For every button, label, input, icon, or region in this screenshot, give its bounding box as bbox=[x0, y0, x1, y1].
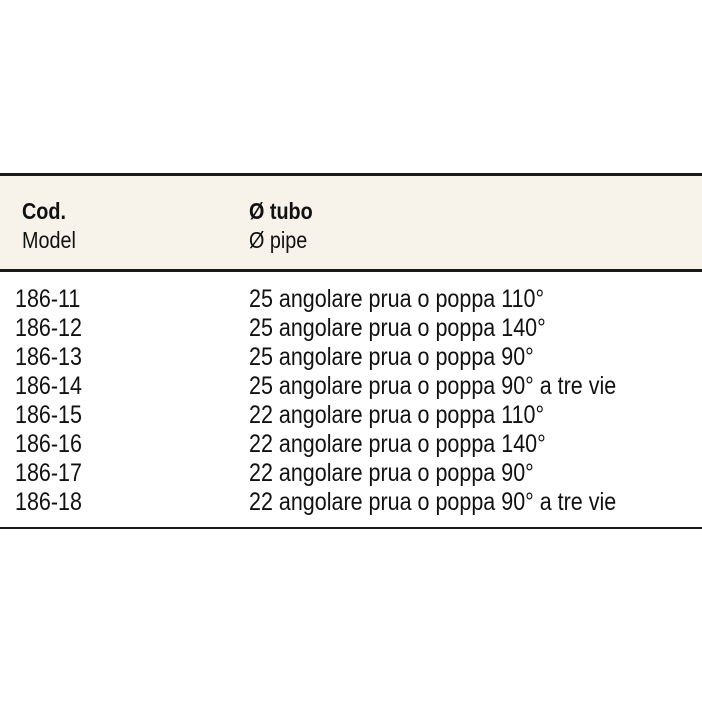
row-description: 25 angolare prua o poppa 110° bbox=[249, 285, 545, 313]
table-row bbox=[0, 285, 702, 314]
code-column-subtitle: Model bbox=[22, 227, 76, 253]
row-description: 25 angolare prua o poppa 140° bbox=[249, 314, 546, 342]
table-body bbox=[0, 272, 702, 527]
row-code: 186-17 bbox=[15, 459, 82, 487]
table-row bbox=[0, 372, 702, 401]
row-code: 186-12 bbox=[15, 314, 82, 342]
row-description: 25 angolare prua o poppa 90° a tre vie bbox=[249, 372, 617, 400]
table-row bbox=[0, 488, 702, 517]
pipe-column-subtitle: Ø pipe bbox=[249, 227, 308, 253]
row-description: 22 angolare prua o poppa 110° bbox=[249, 401, 545, 429]
row-description: 22 angolare prua o poppa 90° bbox=[249, 459, 534, 487]
row-description: 22 angolare prua o poppa 90° a tre vie bbox=[249, 488, 617, 516]
row-code: 186-18 bbox=[15, 488, 82, 516]
row-code: 186-14 bbox=[15, 372, 82, 400]
table-bottom-rule bbox=[0, 527, 702, 529]
row-code: 186-11 bbox=[15, 285, 81, 313]
code-column-title: Cod. bbox=[22, 198, 66, 224]
row-code: 186-13 bbox=[15, 343, 82, 371]
spec-table bbox=[0, 173, 702, 529]
table-row bbox=[0, 430, 702, 459]
row-description: 25 angolare prua o poppa 90° bbox=[249, 343, 534, 371]
table-row bbox=[0, 343, 702, 372]
table-row bbox=[0, 314, 702, 343]
pipe-column-title: Ø tubo bbox=[249, 198, 313, 224]
row-code: 186-16 bbox=[15, 430, 82, 458]
table-row bbox=[0, 459, 702, 488]
row-description: 22 angolare prua o poppa 140° bbox=[249, 430, 546, 458]
table-header bbox=[0, 176, 702, 269]
row-code: 186-15 bbox=[15, 401, 82, 429]
table-row bbox=[0, 401, 702, 430]
